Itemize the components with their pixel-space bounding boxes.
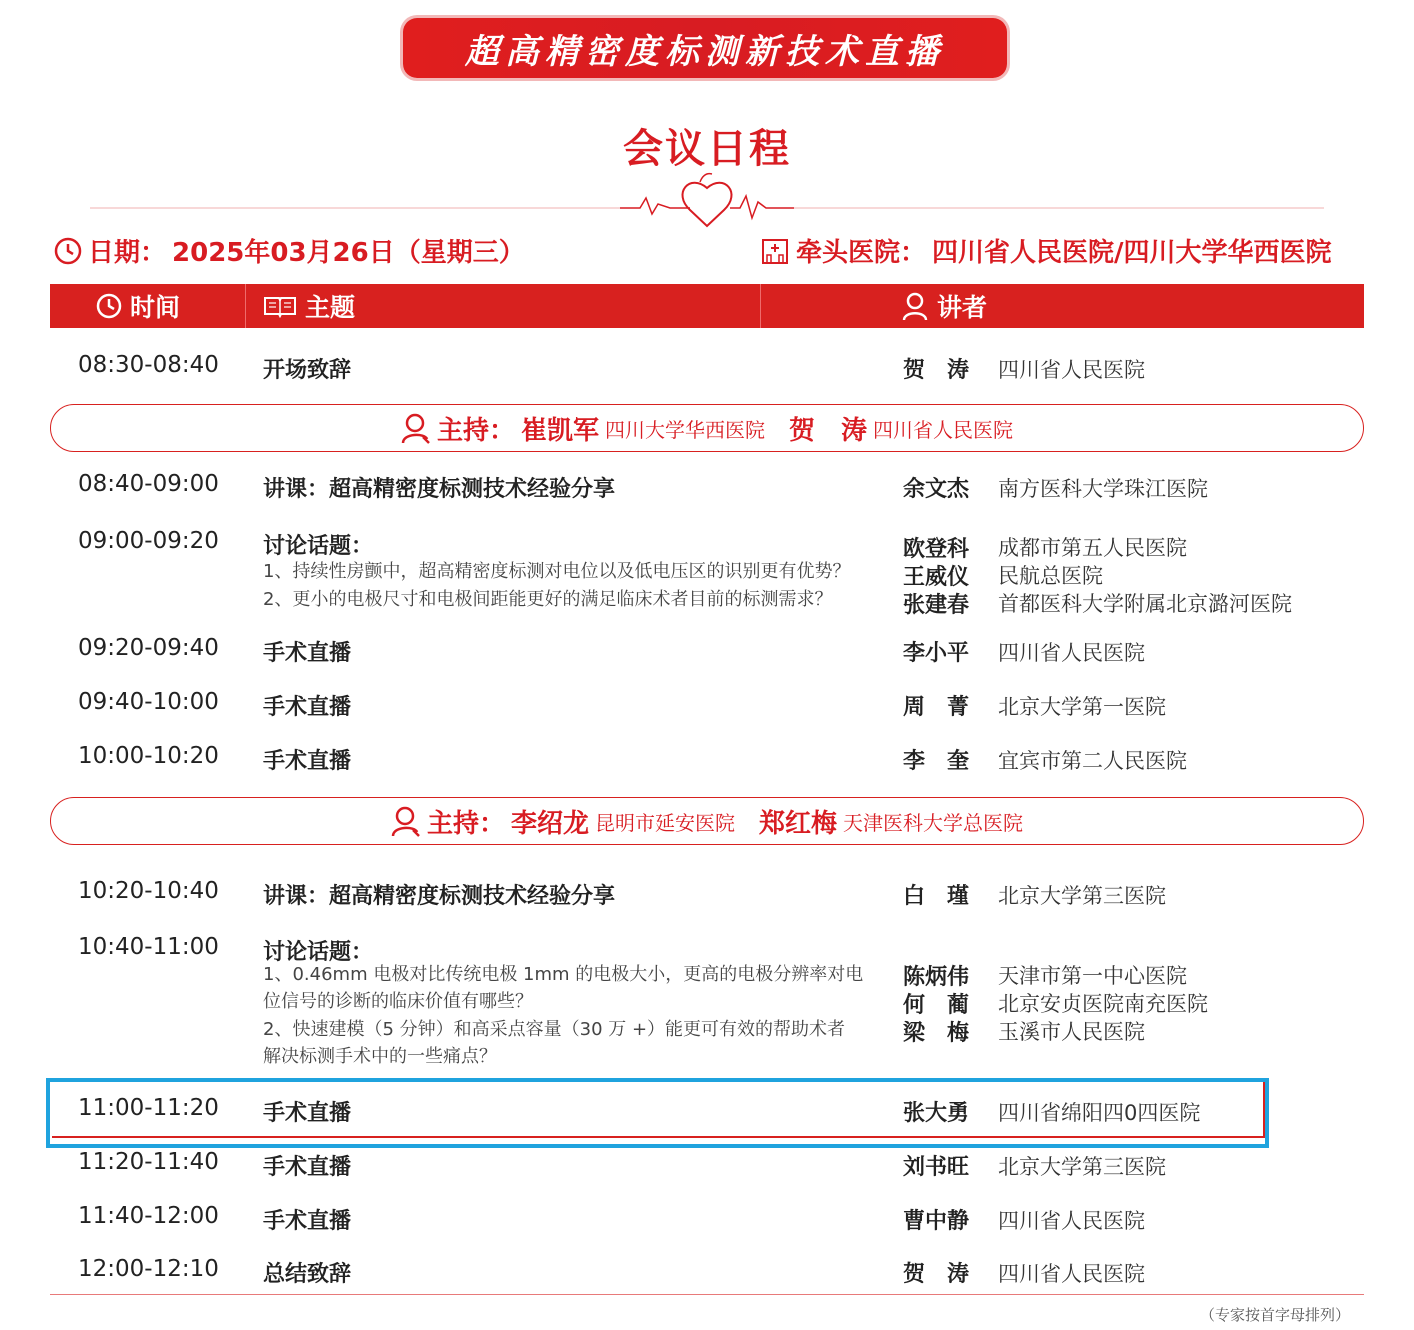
person-icon <box>401 412 431 444</box>
row-speaker: 张大勇 <box>903 1101 970 1126</box>
row-topic: 手术直播 <box>263 1209 352 1234</box>
row-speaker: 白 瑾 <box>903 884 970 909</box>
row-topic: 手术直播 <box>263 695 352 720</box>
hospital-icon <box>760 236 790 266</box>
host-name: 李绍龙 <box>510 808 589 839</box>
row-topic: 讲课：超高精密度标测技术经验分享 <box>263 477 616 502</box>
row-hospital: 北京大学第三医院 <box>998 884 1166 908</box>
host-label: 主持： <box>436 415 515 446</box>
row-topic: 手术直播 <box>263 749 352 774</box>
row-topic: 手术直播 <box>263 1155 352 1180</box>
person-icon <box>901 291 929 321</box>
row-time: 10:20-10:40 <box>78 878 219 904</box>
person-icon <box>391 805 421 837</box>
row-hospital: 首都医科大学附属北京潞河医院 <box>998 592 1292 616</box>
date-value: 2025年03月26日（星期三） <box>172 238 525 268</box>
header-time: 时间 <box>96 284 180 328</box>
row-hospital: 北京安贞医院南充医院 <box>998 992 1208 1016</box>
header-speaker: 讲者 <box>901 284 987 328</box>
row-time: 08:30-08:40 <box>78 352 219 378</box>
lead-hospital-info <box>760 232 1332 269</box>
bottom-divider <box>50 1294 1364 1295</box>
row-hospital: 四川省人民医院 <box>998 358 1145 382</box>
row-subtopic: 2、快速建模（5 分钟）和高采点容量（30 万 +）能更可有效的帮助术者 <box>263 1019 846 1040</box>
row-speaker: 刘书旺 <box>903 1155 970 1180</box>
row-speaker: 王威仪 <box>903 565 970 590</box>
host-hospital: 昆明市延安医院 <box>595 810 735 835</box>
row-hospital: 民航总医院 <box>998 564 1103 588</box>
host-bar <box>50 404 1364 452</box>
row-hospital: 玉溪市人民医院 <box>998 1020 1145 1044</box>
row-time: 10:00-10:20 <box>78 743 219 769</box>
row-speaker: 曹中静 <box>903 1209 970 1234</box>
row-hospital: 天津市第一中心医院 <box>998 964 1187 988</box>
date-info <box>54 232 525 269</box>
row-speaker: 陈炳伟 <box>903 965 970 990</box>
row-time: 08:40-09:00 <box>78 471 219 497</box>
row-topic: 讲课：超高精密度标测技术经验分享 <box>263 884 616 909</box>
row-hospital: 四川省人民医院 <box>998 1262 1145 1286</box>
row-topic: 总结致辞 <box>263 1262 352 1287</box>
row-time: 11:20-11:40 <box>78 1149 219 1175</box>
header-topic: 主题 <box>263 284 355 328</box>
row-speaker: 贺 涛 <box>903 1262 970 1287</box>
row-hospital: 宜宾市第二人民医院 <box>998 749 1187 773</box>
row-time: 09:20-09:40 <box>78 635 219 661</box>
row-time: 09:00-09:20 <box>78 528 219 554</box>
row-hospital: 北京大学第一医院 <box>998 695 1166 719</box>
row-speaker: 李 奎 <box>903 749 970 774</box>
clock-icon <box>54 237 82 265</box>
event-banner <box>403 18 1007 78</box>
lead-label: 牵头医院： <box>796 238 927 268</box>
row-time: 11:00-11:20 <box>78 1095 219 1121</box>
lead-value: 四川省人民医院/四川大学华西医院 <box>932 238 1332 268</box>
row-hospital: 成都市第五人民医院 <box>998 536 1187 560</box>
row-hospital: 四川省绵阳四0四医院 <box>998 1101 1201 1125</box>
row-topic: 手术直播 <box>263 641 352 666</box>
row-subtopic: 2、更小的电极尺寸和电极间距能更好的满足临床术者目前的标测需求？ <box>263 589 833 610</box>
row-speaker: 欧登科 <box>903 537 970 562</box>
host-hospital: 四川大学华西医院 <box>605 417 765 442</box>
host-hospital: 天津医科大学总医院 <box>843 810 1024 835</box>
table-header <box>50 284 1364 328</box>
schedule-title: 会议日程 <box>623 126 791 172</box>
row-subtopic: 解决标测手术中的一些痛点？ <box>263 1046 497 1067</box>
row-speaker: 梁 梅 <box>903 1021 970 1046</box>
host-name: 贺 涛 <box>789 415 868 446</box>
row-speaker: 余文杰 <box>903 477 970 502</box>
row-time: 12:00-12:10 <box>78 1256 219 1282</box>
row-speaker: 李小平 <box>903 641 970 666</box>
event-title: 超高精密度标测新技术直播 <box>465 31 945 72</box>
book-icon <box>263 294 297 318</box>
row-hospital: 四川省人民医院 <box>998 1209 1145 1233</box>
row-hospital: 南方医科大学珠江医院 <box>998 477 1208 501</box>
row-subtopic: 1、0.46mm 电极对比传统电极 1mm 的电极大小，更高的电极分辨率对电 <box>263 964 864 985</box>
clock-icon <box>96 293 122 319</box>
row-time: 11:40-12:00 <box>78 1203 219 1229</box>
host-name: 郑红梅 <box>759 808 838 839</box>
row-topic: 讨论话题： <box>263 534 374 559</box>
row-topic: 开场致辞 <box>263 358 352 383</box>
row-hospital: 四川省人民医院 <box>998 641 1145 665</box>
date-label: 日期： <box>88 238 167 268</box>
row-topic: 手术直播 <box>263 1101 352 1126</box>
row-speaker: 贺 涛 <box>903 358 970 383</box>
row-hospital: 北京大学第三医院 <box>998 1155 1166 1179</box>
row-subtopic: 1、持续性房颤中，超高精密度标测对电位以及低电压区的识别更有优势？ <box>263 561 851 582</box>
host-bar <box>50 797 1364 845</box>
host-label: 主持： <box>426 808 505 839</box>
heart-ecg-icon <box>50 168 1364 238</box>
host-name: 崔凯军 <box>520 415 599 446</box>
row-subtopic: 位信号的诊断的临床价值有哪些？ <box>263 991 533 1012</box>
row-time: 10:40-11:00 <box>78 934 219 960</box>
row-speaker: 何 蔺 <box>903 993 970 1018</box>
row-speaker: 张建春 <box>903 593 970 618</box>
row-time: 09:40-10:00 <box>78 689 219 715</box>
footnote: （专家按首字母排列） <box>1199 1306 1350 1324</box>
row-speaker: 周 菁 <box>903 695 970 720</box>
row-topic: 讨论话题： <box>263 940 374 965</box>
host-hospital: 四川省人民医院 <box>873 417 1014 442</box>
